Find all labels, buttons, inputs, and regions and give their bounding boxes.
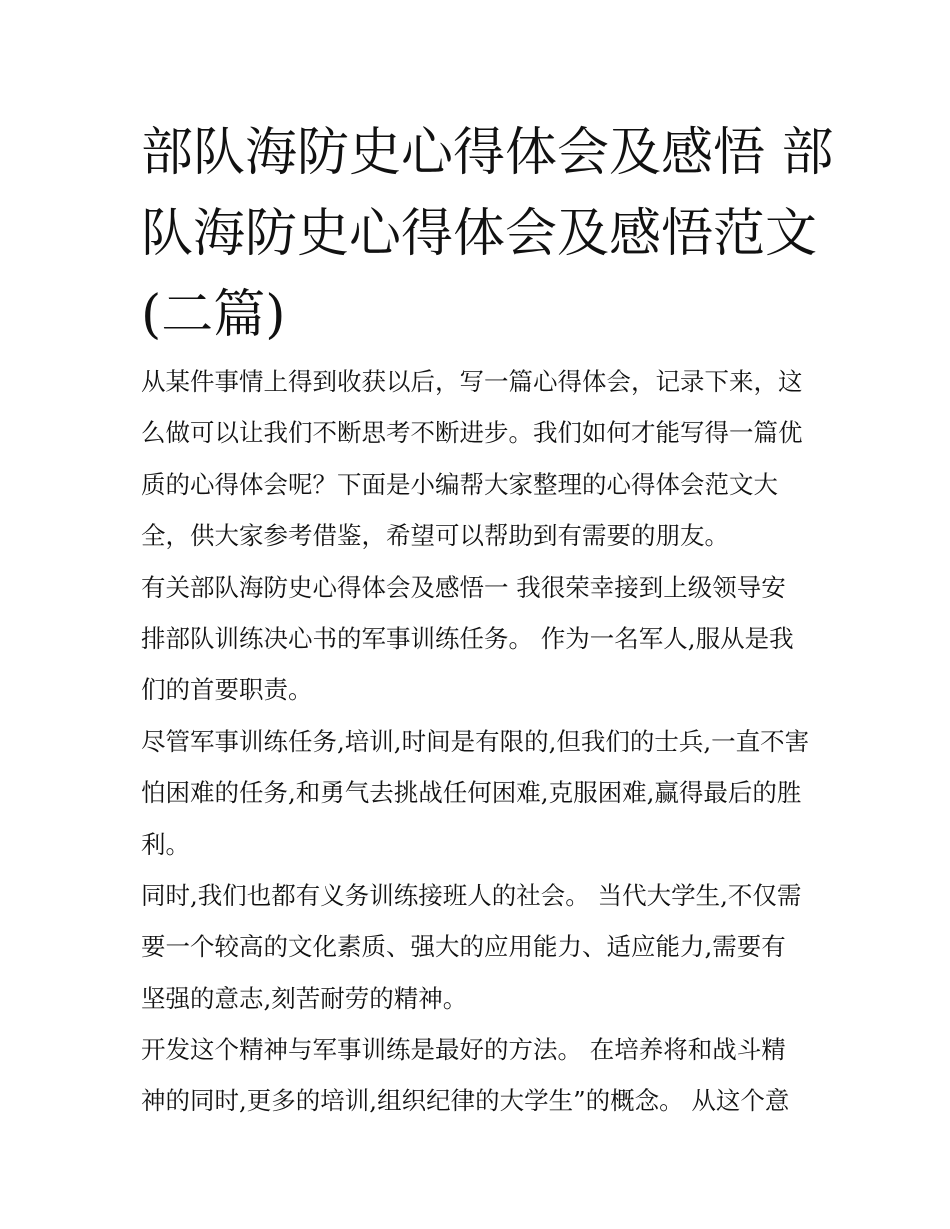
body-line: 么做可以让我们不断思考不断进步。我们如何才能写得一篇优 (141, 418, 803, 448)
title-line: 队海防史心得体会及感悟范文 (141, 204, 818, 264)
title-line: (二篇) (141, 285, 286, 345)
body-line: 尽管军事训练任务,培训,时间是有限的,但我们的士兵,一直不害 (141, 726, 810, 756)
body-line: 利。 (141, 829, 190, 859)
body-line: 们的首要职责。 (141, 675, 313, 705)
body-line: 质的心得体会呢？下面是小编帮大家整理的心得体会范文大 (141, 469, 778, 499)
page-title (141, 113, 834, 356)
body-line: 同时,我们也都有义务训练接班人的社会。 当代大学生,不仅需 (141, 880, 802, 910)
body-line: 排部队训练决心书的军事训练任务。 作为一名军人,服从是我 (141, 623, 794, 653)
body-line: 全，供大家参考借鉴，希望可以帮助到有需要的朋友。 (141, 521, 729, 551)
body-line: 要一个较高的文化素质、强大的应用能力、适应能力,需要有 (141, 932, 786, 962)
body-line: 开发这个精神与军事训练是最好的方法。 在培养将和战斗精 (141, 1035, 786, 1065)
body-line: 坚强的意志,刻苦耐劳的精神。 (141, 983, 468, 1013)
body-line: 神的同时,更多的培训,组织纪律的大学生”的概念。 从这个意 (141, 1086, 790, 1116)
body-line: 有关部队海防史心得体会及感悟一 我很荣幸接到上级领导安 (141, 572, 786, 602)
body-text (141, 356, 831, 1127)
body-line: 怕困难的任务,和勇气去挑战任何困难,克服困难,赢得最后的胜 (141, 778, 802, 808)
title-line: 部队海防史心得体会及感悟 部 (141, 123, 834, 183)
body-line: 从某件事情上得到收获以后，写一篇心得体会，记录下来，这 (141, 367, 803, 396)
